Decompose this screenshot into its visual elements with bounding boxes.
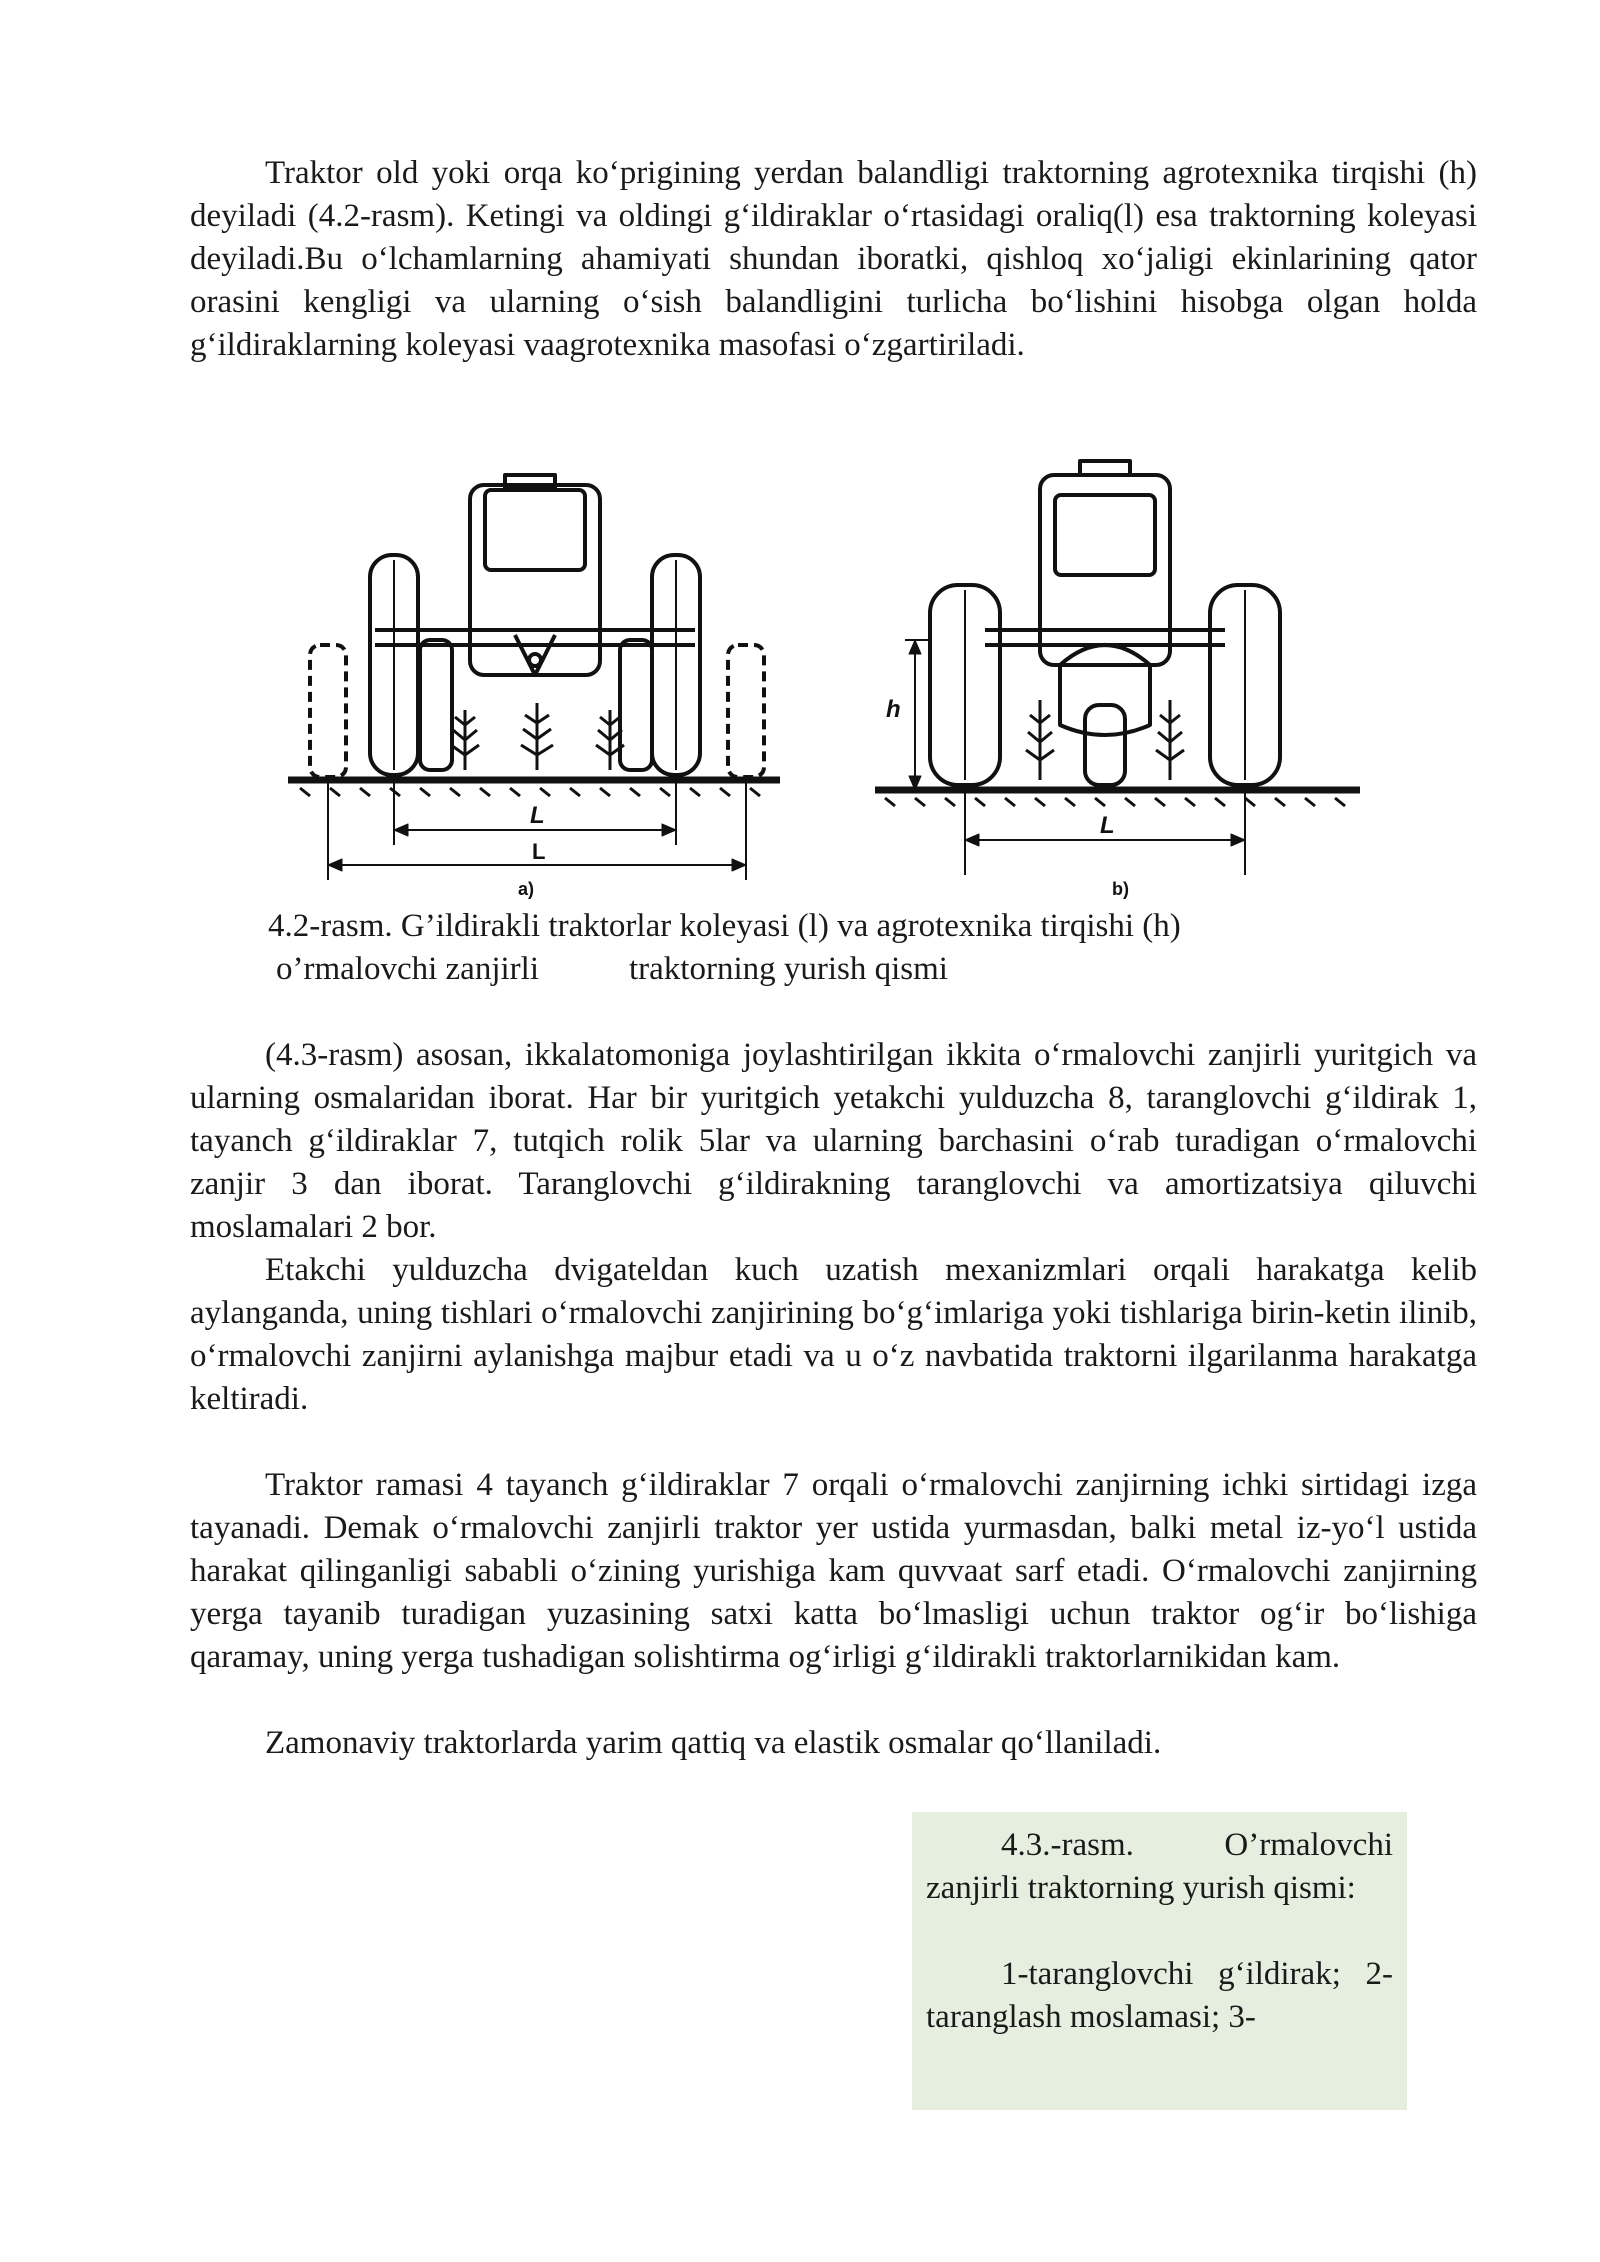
figure-caption	[268, 905, 1181, 991]
paragraph-4-text: Traktor ramasi 4 tayanch gʻildiraklar 7 orqali oʻrmalovchi zanjirning ichki sirtidagi izga tayanadi. Demak oʻrmalovchi zanjirli traktor yer ustida yurmasdan, balki metal iz-yoʻl ustida harakat qilinganligi sababli oʻzining yurishiga kam quvvaat sarf etadi. Oʻrmalovchi zanjirning yerga tayanib turadigan yuzasining satxi katta boʻlmasligi uchun traktor ogʻir boʻlishiga qaramay, uning yerga tushadigan solishtirma ogʻirligi gʻildirakli traktorlarnikidan kam.	[190, 1467, 1477, 1675]
caption-line-2	[268, 948, 1181, 991]
paragraph-2	[190, 1034, 1477, 1249]
paragraph-1	[190, 152, 1477, 367]
diagram-b	[875, 461, 1360, 875]
sidebox-title	[926, 1824, 1393, 1910]
paragraph-2-text: (4.3-rasm) asosan, ikkalatomoniga joylashtirilgan ikkita oʻrmalovchi zanjirli yuritgich va ularning osmalaridan iborat. Har bir yuritgich yetakchi yulduzcha 8, taranglovchi gʻildirak 1, tayanch gʻildiraklar 7, tutqich rolik 5lar va ularning barchasini oʻrab turadigan oʻrmalovchi zanjir 3 dan iborat. Taranglovchi gʻildirakning taranglovchi va amortizatsiya qiluvchi moslamalari 2 bor.	[190, 1037, 1477, 1245]
dim-h-b: h	[886, 696, 901, 723]
label-b: b)	[1112, 879, 1129, 899]
sidebox-title-text: 4.3.-rasm. O’rmalovchi zanjirli traktorning yurish qismi:	[926, 1827, 1393, 1906]
paragraph-4	[190, 1464, 1477, 1679]
sidebox-legend-text: 1-taranglovchi gʻildirak; 2-taranglash moslamasi; 3-	[926, 1956, 1393, 2035]
label-a: a)	[518, 879, 535, 899]
paragraph-3	[190, 1249, 1477, 1421]
caption-line-1: 4.2-rasm. G’ildirakli traktorlar koleyasi (l) va agrotexnika tirqishi (h)	[268, 908, 1181, 944]
dim-l-b: L	[1100, 812, 1115, 839]
tractor-diagram	[280, 455, 1380, 905]
dim-l-a: L	[530, 802, 545, 829]
paragraph-1-text: Traktor old yoki orqa koʻprigining yerdan balandligi traktorning agrotexnika tirqishi (h) deyiladi (4.2-rasm). Ketingi va oldingi gʻildiraklar oʻrtasidagi oraliq(l) esa traktorning koleyasi deyiladi.Bu oʻlchamlarning ahamiyati shundan iboratki, qishloq xoʻjaligi ekinlarining qator orasini kengligi va ularning oʻsish balandligini turlicha boʻlishini hisobga olgan holda gʻildiraklarning koleyasi vaagrotexnika masofasi oʻzgartiriladi.	[190, 155, 1477, 363]
paragraph-5	[190, 1722, 1477, 1765]
paragraph-5-text: Zamonaviy traktorlarda yarim qattiq va elastik osmalar qoʻllaniladi.	[265, 1725, 1162, 1761]
figure-4-3-caption-box	[912, 1812, 1407, 2110]
caption-line-2-part-1: o’rmalovchi zanjirli	[276, 951, 539, 987]
dim-L-a: L	[532, 839, 546, 864]
sidebox-legend	[926, 1953, 1393, 2039]
figure-4-2	[280, 455, 1380, 905]
caption-line-2-part-2: traktorning yurish qismi	[629, 951, 948, 987]
paragraph-3-text: Etakchi yulduzcha dvigateldan kuch uzatish mexanizmlari orqali harakatga kelib aylanganda, uning tishlari oʻrmalovchi zanjirining boʻgʻimlariga yoki tishlariga birin-ketin ilinib, oʻrmalovchi zanjirni aylanishga majbur etadi va u oʻz navbatida traktorni ilgarilanma harakatga keltiradi.	[190, 1252, 1477, 1417]
